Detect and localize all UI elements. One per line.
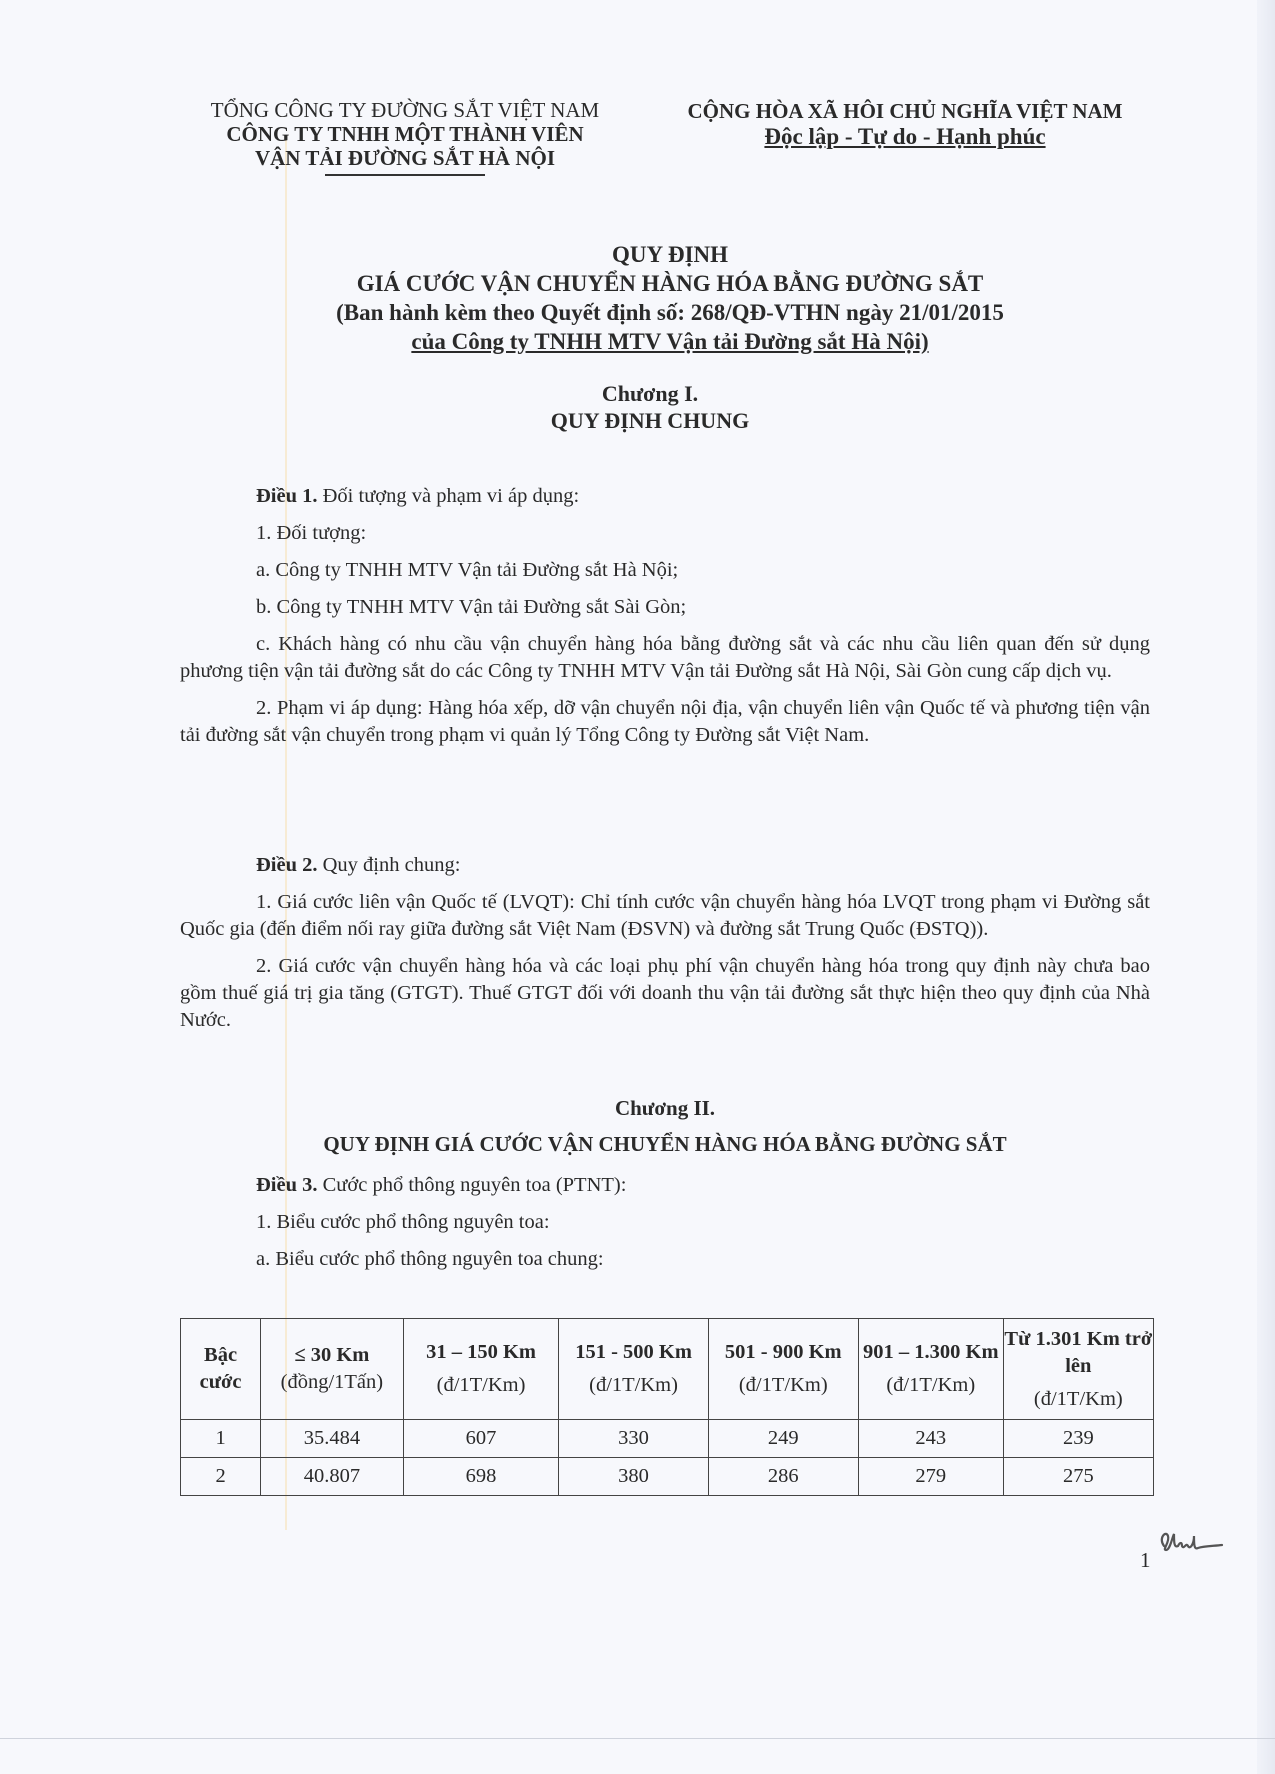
- table-cell: 380: [559, 1458, 708, 1496]
- article-2-label: Điều 2.: [256, 854, 318, 876]
- header-cell: [181, 1319, 261, 1420]
- header-unit: (đ/1T/Km): [589, 1374, 678, 1396]
- parent-org: TỔNG CÔNG TY ĐƯỜNG SẮT VIỆT NAM: [210, 98, 600, 122]
- header-cell: [858, 1319, 1003, 1420]
- company-name-line2: VẬN TẢI ĐƯỜNG SẮT HÀ NỘI: [254, 146, 556, 170]
- header-cell: [403, 1319, 559, 1420]
- chapter-1-label: Chương I.: [601, 381, 699, 406]
- table-cell: 607: [403, 1420, 559, 1458]
- national-header: [650, 98, 1160, 150]
- scan-bottom-line: [0, 1738, 1275, 1739]
- table-row: [181, 1420, 1154, 1458]
- article-1-item-2: 2. Phạm vi áp dụng: Hàng hóa xếp, dỡ vận chuyển nội địa, vận chuyển liên vận Quốc tế và phương tiện vận tải đường sắt vận chuyển trong phạm vi quản lý Tổng Công ty Đường sắt Việt Nam.: [180, 697, 1150, 746]
- table-cell: 243: [858, 1420, 1003, 1458]
- article-3-item-a: a. Biểu cước phổ thông nguyên toa chung:: [256, 1248, 604, 1270]
- table-cell: 330: [559, 1420, 708, 1458]
- article-3-item-1: 1. Biểu cước phổ thông nguyên toa:: [256, 1211, 550, 1233]
- header-cell: [1003, 1319, 1153, 1420]
- chapter-2-label: Chương II.: [614, 1096, 716, 1120]
- header-title: 901 – 1.300 Km: [863, 1341, 999, 1363]
- header-cell: [261, 1319, 403, 1420]
- article-2-item-2: 2. Giá cước vận chuyển hàng hóa và các loại phụ phí vận chuyển hàng hóa trong quy định này chưa bao gồm thuế giá trị gia tăng (GTGT). Thuế GTGT đối với doanh thu vận tải đường sắt thực hiện theo quy định của Nhà Nước.: [180, 955, 1150, 1031]
- table-cell: 2: [181, 1458, 261, 1496]
- header-title: ≤ 30 Km: [294, 1344, 370, 1366]
- title-line4-text: của Công ty TNHH MTV Vận tải Đường sắt Hà Nội): [411, 329, 929, 354]
- document-title: [200, 240, 1140, 356]
- chapter-2-name: QUY ĐỊNH GIÁ CƯỚC VẬN CHUYỂN HÀNG HÓA BẰNG ĐƯỜNG SẮT: [323, 1132, 1007, 1156]
- header-title: Bậc cước: [199, 1344, 242, 1393]
- title-line4: [200, 327, 1140, 356]
- rate-table: [180, 1318, 1154, 1496]
- header-title: 501 - 900 Km: [724, 1341, 842, 1363]
- article-3-heading: [180, 1172, 1150, 1199]
- header-unit: (đ/1T/Km): [1033, 1387, 1123, 1410]
- company-name-line1: CÔNG TY TNHH MỘT THÀNH VIÊN: [226, 122, 584, 146]
- chapter-1-heading: [480, 380, 820, 434]
- article-1-heading: [180, 483, 1150, 510]
- page-number: 1: [1140, 1548, 1151, 1572]
- header-unit: (đ/1T/Km): [738, 1374, 828, 1396]
- article-1-item-c: c. Khách hàng có nhu cầu vận chuyển hàng hóa bằng đường sắt và các nhu cầu liên quan đến sử dụng phương tiện vận tải đường sắt do các Công ty TNHH MTV Vận tải Đường sắt Hà Nội, Sài Gòn cung cấp dịch vụ.: [180, 633, 1150, 682]
- table-cell: 40.807: [261, 1458, 403, 1496]
- article-1-item-b: b. Công ty TNHH MTV Vận tải Đường sắt Sài Gòn;: [256, 596, 687, 618]
- article-1-item-1: 1. Đối tượng:: [256, 522, 367, 544]
- table-cell: 275: [1003, 1458, 1153, 1496]
- header-cell: [708, 1319, 858, 1420]
- table-row: [181, 1458, 1154, 1496]
- national-motto: Độc lập - Tự do - Hạnh phúc: [764, 124, 1046, 149]
- signature-initials: [1156, 1528, 1226, 1558]
- table-cell: 249: [708, 1420, 858, 1458]
- article-2-item-1: 1. Giá cước liên vận Quốc tế (LVQT): Chỉ tính cước vận chuyển hàng hóa LVQT trong phạm vi Đường sắt Quốc gia (đến điểm nối ray giữa đường sắt Việt Nam (ĐSVN) và đường sắt Trung Quốc (ĐSTQ)).: [180, 891, 1150, 940]
- title-line3: (Ban hành kèm theo Quyết định số: 268/QĐ-VTHN ngày 21/01/2015: [336, 300, 1004, 325]
- table-cell: 698: [403, 1458, 559, 1496]
- table-cell: 286: [708, 1458, 858, 1496]
- table-cell: 35.484: [261, 1420, 403, 1458]
- table-cell: 1: [181, 1420, 261, 1458]
- article-1-title: Đối tượng và phạm vi áp dụng:: [317, 485, 580, 507]
- header-unit: (đ/1T/Km): [886, 1374, 976, 1396]
- header-unit: (đồng/1Tấn): [280, 1371, 384, 1393]
- header-cell: [559, 1319, 708, 1420]
- article-1-label: Điều 1.: [256, 485, 318, 507]
- header-rule: [325, 174, 485, 176]
- issuer-header: [160, 98, 650, 176]
- header-title: 31 – 150 Km: [426, 1341, 536, 1363]
- header-title: Từ 1.301 Km trở lên: [1004, 1327, 1153, 1377]
- scan-edge: [1257, 0, 1275, 1774]
- article-1-item-a: a. Công ty TNHH MTV Vận tải Đường sắt Hà Nội;: [256, 559, 679, 581]
- article-2-heading: [180, 852, 1150, 879]
- article-3-title: Cước phổ thông nguyên toa (PTNT):: [317, 1174, 627, 1196]
- article-2: [180, 852, 1150, 1034]
- chapter-2-heading: [180, 1090, 1150, 1162]
- chapter-1-name: QUY ĐỊNH CHUNG: [550, 408, 750, 433]
- article-3: [180, 1172, 1150, 1273]
- national-title: CỘNG HÒA XÃ HÔI CHỦ NGHĨA VIỆT NAM: [687, 99, 1123, 123]
- table-cell: 279: [858, 1458, 1003, 1496]
- article-3-label: Điều 3.: [256, 1174, 318, 1196]
- table-cell: 239: [1003, 1420, 1153, 1458]
- title-line2: GIÁ CƯỚC VẬN CHUYỂN HÀNG HÓA BẰNG ĐƯỜNG SẮT: [356, 271, 984, 296]
- header-title: 151 - 500 Km: [575, 1341, 692, 1363]
- title-line1: QUY ĐỊNH: [611, 242, 729, 267]
- article-2-title: Quy định chung:: [317, 854, 461, 876]
- article-1: [180, 483, 1150, 759]
- header-unit: (đ/1T/Km): [436, 1374, 526, 1396]
- rate-table-header-row: [181, 1319, 1154, 1420]
